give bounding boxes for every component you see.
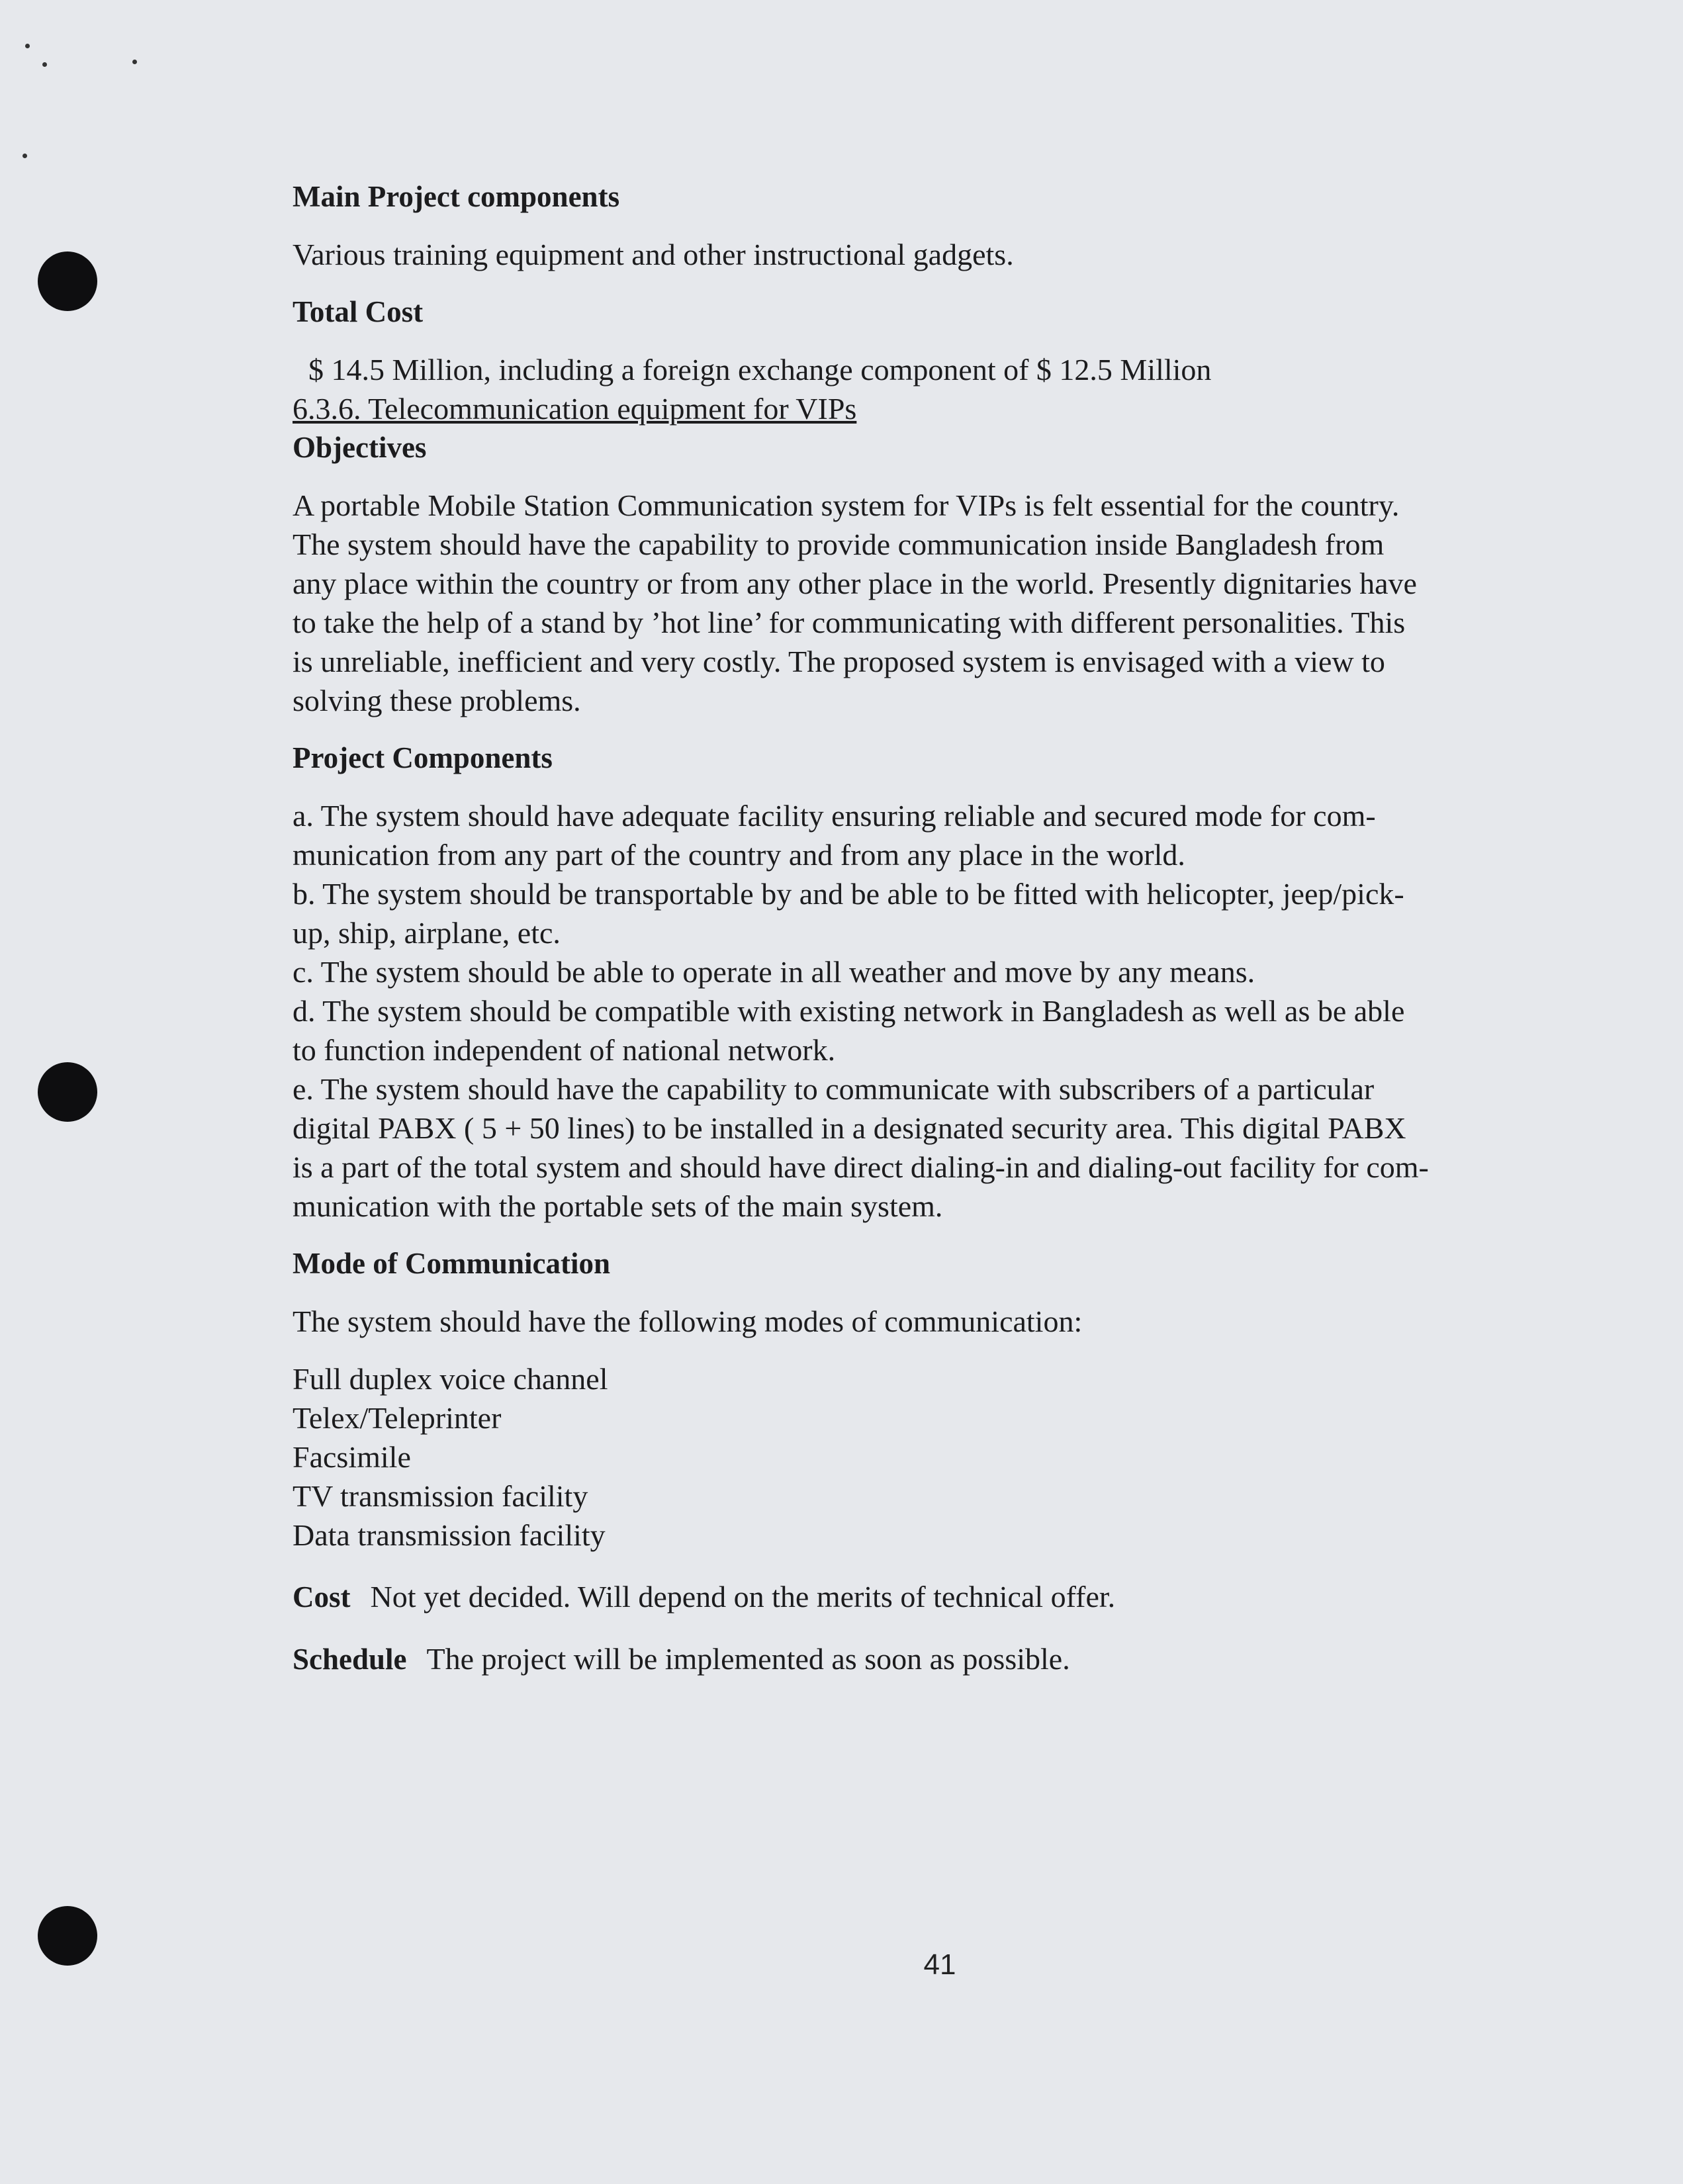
text-line: munication with the portable sets of the main system. bbox=[293, 1189, 943, 1223]
text-line: any place within the country or from any other place in the world. Presently dignitaries have bbox=[293, 567, 1417, 600]
project-components-list bbox=[293, 796, 1590, 1226]
speck bbox=[42, 62, 47, 67]
text-line: The system should have the capability to provide communication inside Bangladesh from bbox=[293, 527, 1385, 561]
speck bbox=[25, 44, 30, 48]
main-components-text: Various training equipment and other instructional gadgets. bbox=[293, 238, 1014, 271]
objectives-heading: Objectives bbox=[293, 431, 427, 464]
list-item: Facsimile bbox=[293, 1440, 411, 1474]
total-cost-heading: Total Cost bbox=[293, 295, 424, 328]
text-line: to function independent of national network. bbox=[293, 1033, 836, 1067]
text-line: a. The system should have adequate facility ensuring reliable and secured mode for com- bbox=[293, 799, 1376, 833]
punch-hole bbox=[38, 1062, 97, 1122]
text-line: b. The system should be transportable by and be able to be fitted with helicopter, jeep/pick- bbox=[293, 877, 1404, 911]
punch-hole bbox=[38, 251, 97, 311]
list-item: Data transmission facility bbox=[293, 1518, 606, 1552]
cost-label: Cost bbox=[293, 1580, 351, 1614]
text-line: digital PABX ( 5 + 50 lines) to be installed in a designated security area. This digital PABX bbox=[293, 1111, 1406, 1145]
objectives-paragraph bbox=[293, 486, 1590, 720]
text-line: is unreliable, inefficient and very costly. The proposed system is envisaged with a view to bbox=[293, 645, 1385, 678]
mode-intro: The system should have the following modes of communication: bbox=[293, 1304, 1083, 1338]
schedule-text: The project will be implemented as soon as possible. bbox=[426, 1642, 1070, 1676]
text-line: A portable Mobile Station Communication system for VIPs is felt essential for the country. bbox=[293, 488, 1400, 522]
subsection-title: 6.3.6. Telecommunication equipment for VIPs bbox=[293, 392, 857, 426]
schedule-line bbox=[293, 1639, 1590, 1679]
total-cost-text: $ 14.5 Million, including a foreign exchange component of $ 12.5 Million bbox=[308, 353, 1212, 387]
schedule-label: Schedule bbox=[293, 1643, 407, 1676]
punch-hole bbox=[38, 1906, 97, 1966]
text-line: munication from any part of the country and from any place in the world. bbox=[293, 838, 1185, 872]
text-line: solving these problems. bbox=[293, 684, 581, 717]
document-body bbox=[293, 177, 1590, 1679]
cost-line bbox=[293, 1577, 1590, 1617]
project-components-heading: Project Components bbox=[293, 741, 553, 774]
list-item: Full duplex voice channel bbox=[293, 1362, 608, 1396]
main-components-heading: Main Project components bbox=[293, 180, 620, 213]
cost-text: Not yet decided. Will depend on the merits of technical offer. bbox=[370, 1580, 1116, 1614]
text-line: c. The system should be able to operate in all weather and move by any means. bbox=[293, 955, 1255, 989]
speck bbox=[23, 154, 27, 158]
mode-list bbox=[293, 1359, 1590, 1555]
list-item: TV transmission facility bbox=[293, 1479, 588, 1513]
text-line: to take the help of a stand by ’hot line’ for communicating with different personalities. This bbox=[293, 606, 1406, 639]
text-line: up, ship, airplane, etc. bbox=[293, 916, 561, 950]
speck bbox=[132, 60, 137, 64]
text-line: e. The system should have the capability to communicate with subscribers of a particular bbox=[293, 1072, 1375, 1106]
page-number: 41 bbox=[923, 1948, 956, 1981]
mode-heading: Mode of Communication bbox=[293, 1247, 610, 1280]
list-item: Telex/Teleprinter bbox=[293, 1401, 502, 1435]
text-line: is a part of the total system and should have direct dialing-in and dialing-out facility for com- bbox=[293, 1150, 1429, 1184]
text-line: d. The system should be compatible with existing network in Bangladesh as well as be able bbox=[293, 994, 1405, 1028]
